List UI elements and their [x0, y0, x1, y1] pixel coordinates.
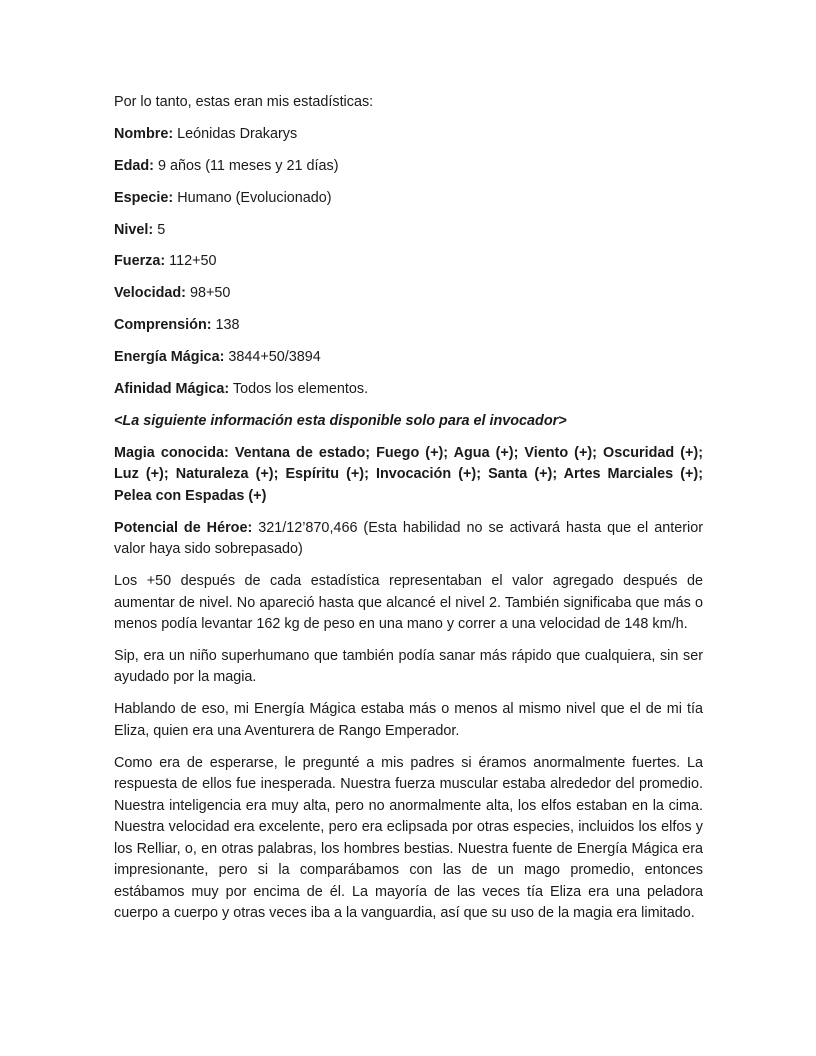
- stat-afinidad-magica: [114, 379, 703, 401]
- stat-fuerza: [114, 251, 703, 273]
- stat-comprension: [114, 315, 703, 337]
- invoker-notice: <La siguiente información esta disponible solo para el invocador>: [114, 412, 567, 429]
- stat-value: Humano (Evolucionado): [173, 189, 332, 206]
- stat-label: Comprensión:: [114, 317, 212, 334]
- stat-value: 112+50: [165, 253, 217, 270]
- body-paragraph: Como era de esperarse, le pregunté a mis padres si éramos anormalmente fuertes. La respuesta de ellos fue inesperada. Nuestra fuerza muscular estaba alrededor del promedio. Nuestra inteligencia era muy alta, pero no anormalmente alta, los elfos estaban en la cima. Nuestra velocidad era excelente, pero era eclipsada por otras especies, incluidos los elfos y los Relliar, o, en otras palabras, los hombres bestias. Nuestra fuente de Energía Mágica era impresionante, pero si la comparábamos con las de un mago promedio, entonces estábamos muy por encima de él. La mayoría de las veces tía Eliza era una peladora cuerpo a cuerpo y otras veces iba a la vanguardia, así que su uso de la magia era limitado.: [114, 754, 703, 922]
- hero-value: 321/12’870,466 (Esta habilidad no se activará hasta que el anterior valor haya sido sobrepasado): [114, 519, 703, 558]
- stat-velocidad: [114, 283, 703, 305]
- hero-label: Potencial de Héroe:: [114, 519, 253, 536]
- stat-label: Energía Mágica:: [114, 349, 225, 366]
- stat-label: Afinidad Mágica:: [114, 381, 230, 398]
- stat-nombre: [114, 124, 703, 146]
- stat-value: Todos los elementos.: [229, 381, 369, 398]
- stat-label: Fuerza:: [114, 253, 166, 270]
- known-magic: Magia conocida: Ventana de estado; Fuego (+); Agua (+); Viento (+); Oscuridad (+); Luz (+); Naturaleza (+); Espíritu (+); Invocación (+); Santa (+); Artes Marciales (+); Pelea con Espadas (+): [114, 444, 703, 504]
- stat-value: 138: [211, 317, 240, 334]
- stat-value: 5: [153, 221, 166, 238]
- stat-value: 9 años (11 meses y 21 días): [153, 157, 339, 174]
- stat-energia-magica: [114, 347, 703, 369]
- intro-text: Por lo tanto, estas eran mis estadísticas:: [114, 94, 374, 110]
- stat-label: Nivel:: [114, 221, 154, 238]
- stat-label: Velocidad:: [114, 285, 186, 302]
- stat-value: Leónidas Drakarys: [173, 125, 298, 142]
- body-paragraph: Los +50 después de cada estadística representaban el valor agregado después de aumentar de nivel. No apareció hasta que alcancé el nivel 2. También significaba que más o menos podía levantar 162 kg de peso en una mano y correr a una velocidad de 148 km/h.: [114, 573, 703, 633]
- stat-especie: [114, 188, 703, 210]
- stat-nivel: [114, 220, 703, 242]
- stat-label: Nombre:: [114, 125, 174, 142]
- document-page: [114, 92, 703, 935]
- hero-potential: [114, 518, 703, 561]
- body-paragraph: Sip, era un niño superhumano que también podía sanar más rápido que cualquiera, sin ser ayudado por la magia.: [114, 647, 703, 686]
- stat-label: Especie:: [114, 189, 174, 206]
- stat-value: 98+50: [185, 285, 231, 302]
- body-paragraph: Hablando de eso, mi Energía Mágica estaba más o menos al mismo nivel que el de mi tía Eliza, quien era una Aventurera de Rango Emperador.: [114, 701, 703, 739]
- stat-value: 3844+50/3894: [224, 349, 321, 366]
- stat-label: Edad:: [114, 157, 154, 174]
- stat-edad: [114, 156, 703, 178]
